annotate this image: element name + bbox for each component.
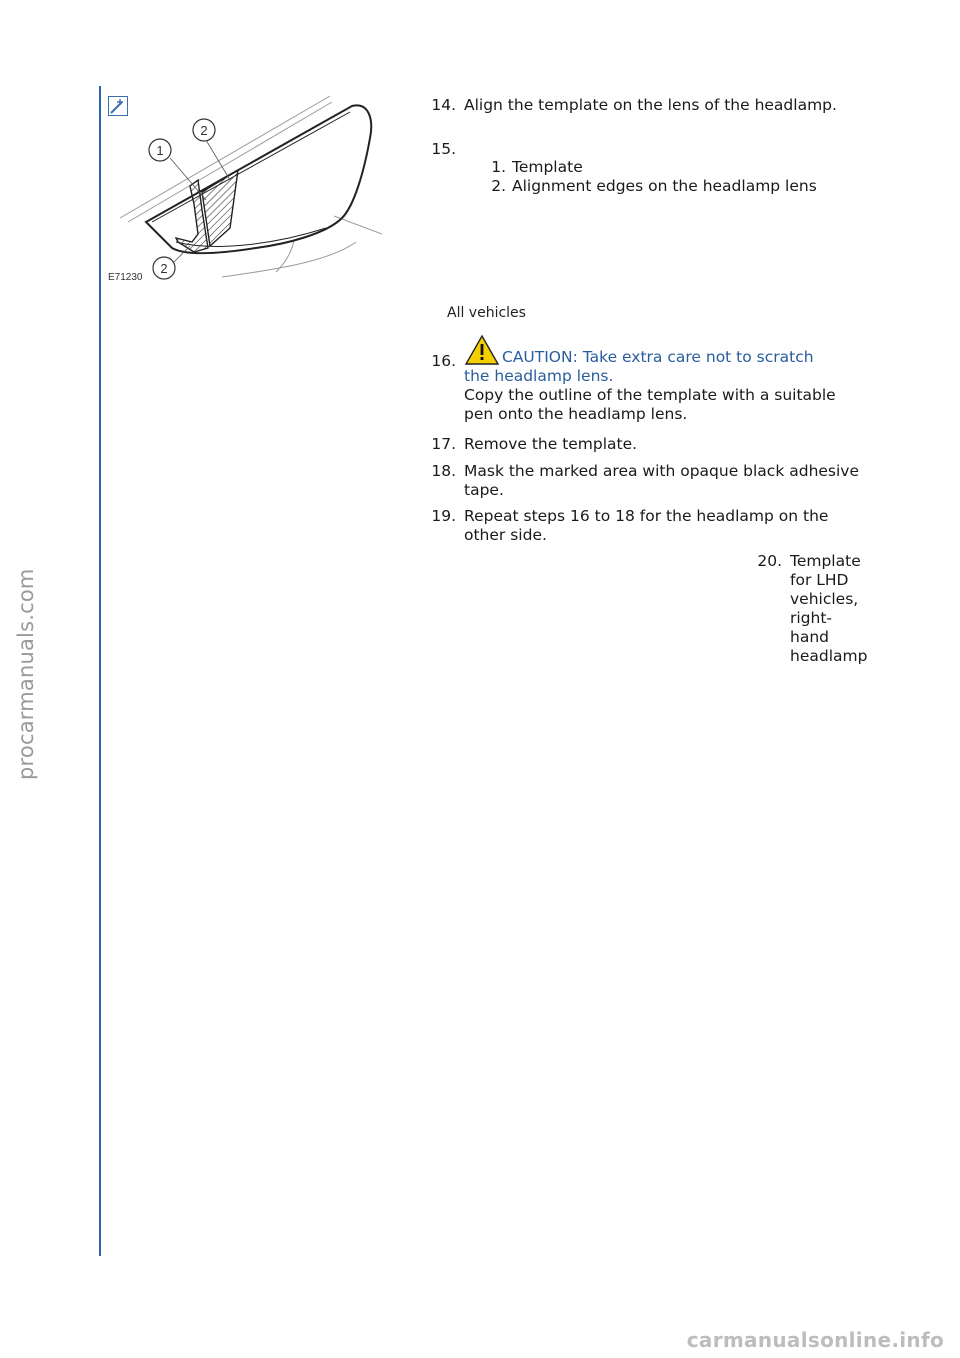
callout-2-bottom: 2 (160, 261, 168, 276)
margin-rule (99, 86, 101, 1256)
legend-text: Template (512, 158, 583, 176)
legend-text: Alignment edges on the headlamp lens (512, 177, 817, 195)
step-number: 18. (431, 462, 456, 480)
step-number: 14. (431, 96, 456, 114)
step-text-cont: other side. (464, 526, 547, 544)
warning-icon (464, 334, 500, 366)
step-number: 19. (431, 507, 456, 525)
step-text: Mask the marked area with opaque black adhesive (464, 462, 860, 480)
footer-watermark: carmanualsonline.info (686, 1328, 944, 1352)
caution-text-cont: the headlamp lens. (464, 367, 614, 385)
step-text: Align the template on the lens of the headlamp. (464, 96, 837, 114)
headlamp-template-figure (106, 92, 392, 288)
step-text-cont: tape. (464, 481, 504, 499)
figure-code: E71230 (108, 272, 143, 283)
step-text-line: for LHD (790, 571, 849, 589)
step-text: Copy the outline of the template with a suitable (464, 386, 836, 404)
step-text: Remove the template. (464, 435, 638, 453)
side-watermark: procarmanuals.com (14, 568, 38, 780)
step-number: 17. (431, 435, 456, 453)
step-16-content (464, 334, 884, 424)
applicability-note: All vehicles (447, 305, 526, 321)
step-number: 16. (431, 352, 456, 370)
callout-2-top: 2 (200, 123, 208, 138)
step-number: 20. (757, 552, 782, 570)
step-text-line: headlamp (790, 647, 868, 665)
step-text-line: vehicles, (790, 590, 859, 608)
callout-1: 1 (156, 143, 164, 158)
step-text: Repeat steps 16 to 18 for the headlamp on the (464, 507, 829, 525)
step-text-line: Template (790, 552, 861, 570)
legend-number: 1. (491, 158, 506, 176)
caution-text: CAUTION: Take extra care not to scratch (502, 348, 814, 366)
step-text-line: right- (790, 609, 833, 627)
step-number: 15. (431, 140, 456, 158)
step-text-cont: pen onto the headlamp lens. (464, 405, 688, 423)
step-text-line: hand (790, 628, 829, 646)
legend-number: 2. (491, 177, 506, 195)
